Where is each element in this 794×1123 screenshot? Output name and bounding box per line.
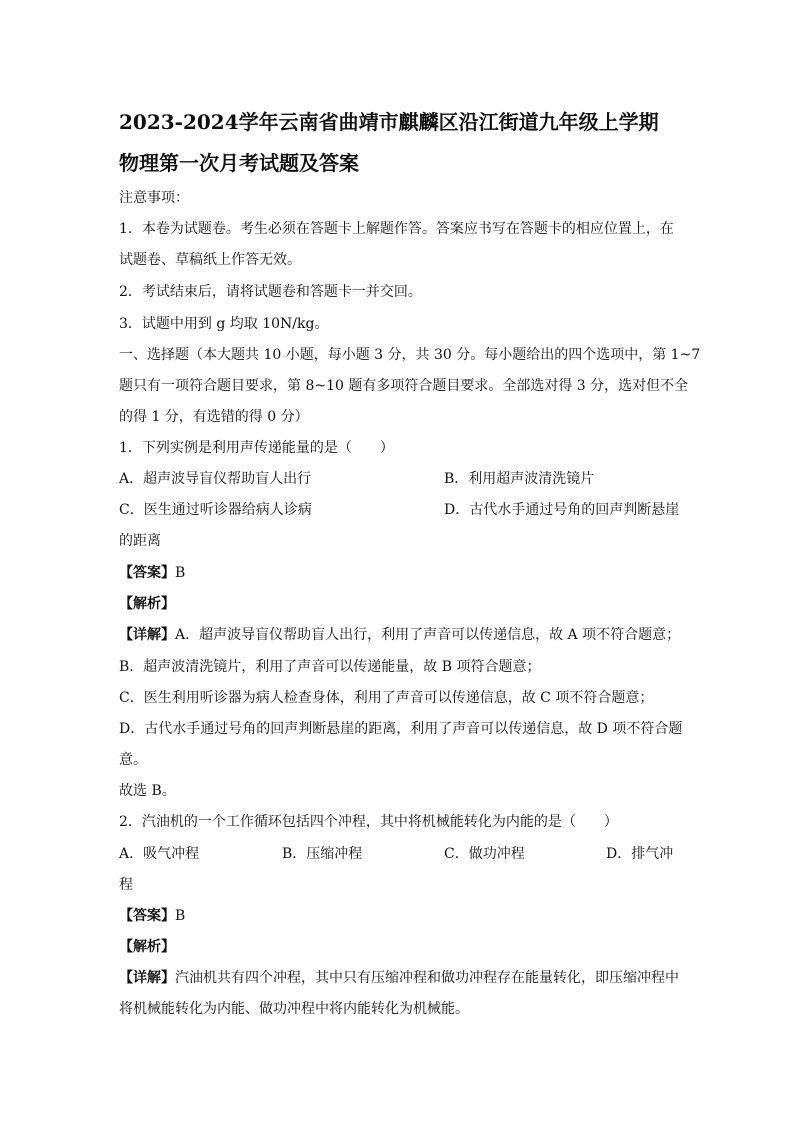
question-1-conclusion: 故选 B。 <box>119 783 176 799</box>
detail-tag: 【详解】 <box>119 970 175 986</box>
notice-item: 试题卷、草稿纸上作答无效。 <box>119 252 301 268</box>
notice-item: 1．本卷为试题卷。考生必须在答题卡上解题作答。答案应书写在答题卡的相应位置上，在 <box>119 221 674 237</box>
answer-value: B <box>175 908 186 924</box>
detail-text: A．超声波导盲仪帮助盲人出行，利用了声音可以传递信息，故 A 项不符合题意； <box>175 627 681 643</box>
question-2-answer <box>119 905 185 925</box>
section-text: 的得 1 分，有选错的得 0 分） <box>119 409 309 425</box>
question-1-detail-line: C．医生利用听诊器为病人检查身体，利用了声音可以传递信息，故 C 项不符合题意； <box>119 690 654 706</box>
question-2-option-d-continued: 程 <box>119 877 133 893</box>
question-2-stem: 2．汽油机的一个工作循环包括四个冲程，其中将机械能转化为内能的是（ ） <box>119 814 618 830</box>
notice-item: 2．考试结束后，请将试题卷和答题卡一并交回。 <box>119 284 422 300</box>
question-2-option-a: A．吸气冲程 <box>119 846 200 862</box>
question-1-option-c: C．医生通过听诊器给病人诊病 <box>119 502 312 518</box>
question-1-answer <box>119 562 185 582</box>
question-2-option-d: D．排气冲 <box>606 846 674 862</box>
document-title-line-2: 物理第一次月考试题及答案 <box>119 151 359 175</box>
question-2-detail-line: 将机械能转化为内能、做功冲程中将内能转化为机械能。 <box>119 1001 469 1017</box>
question-2-option-c: C．做功冲程 <box>444 846 525 862</box>
section-heading: 一、选择题（本大题共 10 小题，每小题 3 分，共 30 分。每小题给出的四个选项中，第 1~7 <box>119 347 701 363</box>
question-1-stem: 1．下列实例是利用声传递能量的是（ ） <box>119 440 394 456</box>
notice-heading: 注意事项： <box>119 190 189 206</box>
question-1-detail-line: 意。 <box>119 752 147 768</box>
document-title-line-1: 2023-2024学年云南省曲靖市麒麟区沿江街道九年级上学期 <box>119 110 659 134</box>
question-1-option-d-continued: 的距离 <box>119 533 161 549</box>
notice-item: 3．试题中用到 g 均取 10N/kg。 <box>119 316 329 332</box>
question-1-option-a: A．超声波导盲仪帮助盲人出行 <box>119 471 312 487</box>
question-1-detail-line: B．超声波清洗镜片，利用了声音可以传递能量，故 B 项符合题意； <box>119 659 541 675</box>
question-2-analysis-tag: 【解析】 <box>119 939 175 955</box>
answer-tag: 【答案】 <box>119 908 175 924</box>
detail-tag: 【详解】 <box>119 627 175 643</box>
section-text: 题只有一项符合题目要求，第 8~10 题有多项符合题目要求。全部选对得 3 分，选对但不全 <box>119 378 689 394</box>
question-2-option-b: B．压缩冲程 <box>282 846 363 862</box>
question-2-detail-line <box>119 967 679 987</box>
detail-text: 汽油机共有四个冲程，其中只有压缩冲程和做功冲程存在能量转化，即压缩冲程中 <box>175 970 679 986</box>
question-1-option-b: B．利用超声波清洗镜片 <box>444 471 595 487</box>
question-1-option-d: D．古代水手通过号角的回声判断悬崖 <box>444 502 680 518</box>
question-1-detail-line: D．古代水手通过号角的回声判断悬崖的距离，利用了声音可以传递信息，故 D 项不符合题 <box>119 721 683 737</box>
question-1-detail-line <box>119 624 680 644</box>
answer-value: B <box>175 565 186 581</box>
question-1-analysis-tag: 【解析】 <box>119 596 175 612</box>
answer-tag: 【答案】 <box>119 565 175 581</box>
